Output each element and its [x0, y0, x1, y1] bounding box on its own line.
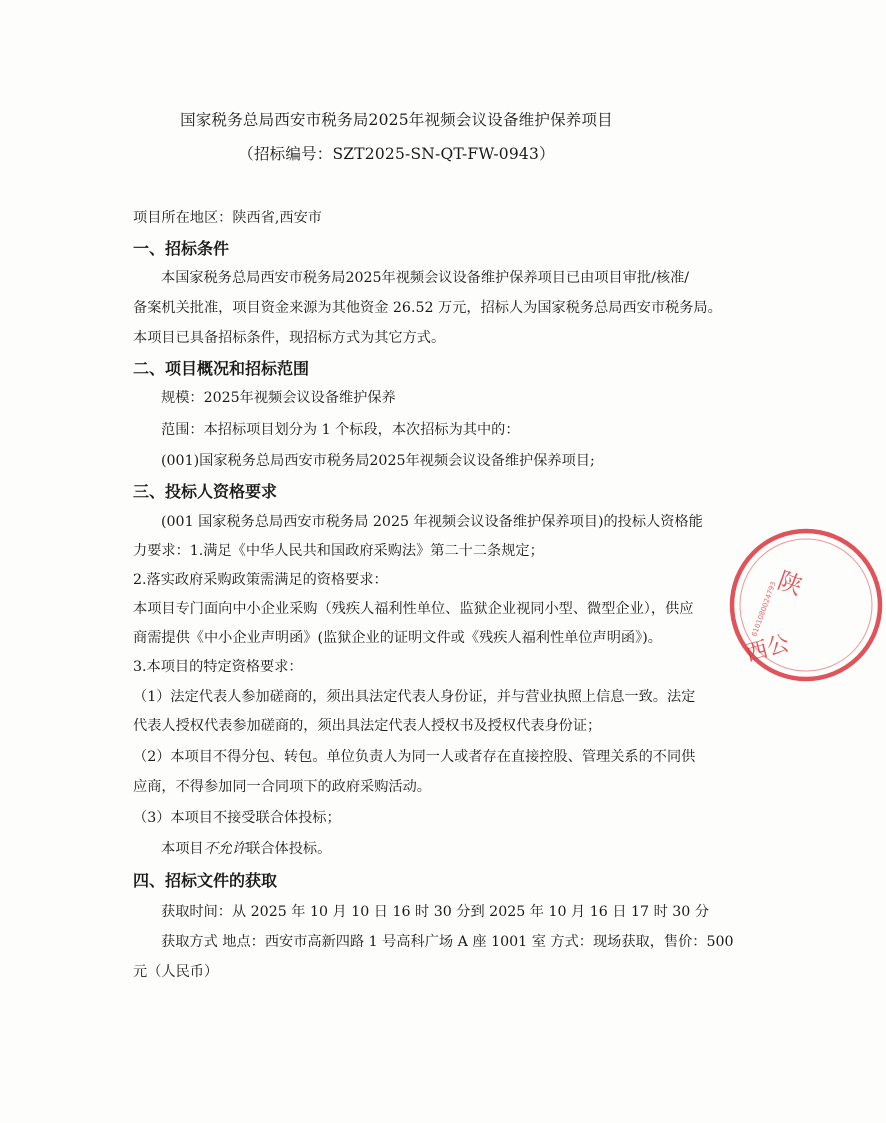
lot-item: (001)国家税务总局西安市税务局2025年视频会议设备维护保养项目; [161, 453, 595, 469]
paragraph-line: 本国家税务总局西安市税务局2025年视频会议设备维护保养项目已由项目审批/核准/ [161, 270, 690, 286]
price-currency: 元（人民币） [133, 964, 219, 980]
paragraph-line: 3.本项目的特定资格要求： [133, 659, 303, 675]
paragraph-line: 2.落实政府采购政策需满足的资格要求： [133, 572, 388, 588]
consortium-note-emphasis: 不允许 [203, 841, 247, 857]
project-range: 范围：本招标项目划分为 1 个标段，本次招标为其中的： [161, 422, 520, 438]
project-scale: 规模：2025年视频会议设备维护保养 [161, 390, 396, 406]
seal-char-top: 陕 [773, 566, 807, 601]
consortium-note-lead: 本项目 [161, 841, 204, 857]
document-title: 国家税务总局西安市税务局2025年视频会议设备维护保养项目 [180, 111, 613, 129]
paragraph-line: （1）法定代表人参加磋商的，须出具法定代表人身份证，并与营业执照上信息一致。法定 [133, 689, 696, 705]
paragraph-line: 本项目专门面向中小企业采购（残疾人福利性单位、监狱企业视同小型、微型企业），供应 [133, 601, 694, 617]
paragraph-line: 应商，不得参加同一合同项下的政府采购活动。 [133, 779, 431, 795]
paragraph-line: 商需提供《中小企业声明函》(监狱企业的证明文件或《残疾人福利性单位声明函》)。 [133, 630, 662, 646]
acquisition-method: 获取方式 地点：西安市高新四路 1 号高科广场 A 座 1001 室 方式：现场获取，售价：500 [161, 934, 734, 950]
consortium-note [161, 842, 331, 856]
seal-number: 6101080024793 [750, 580, 778, 638]
paragraph-line: （2）本项目不得分包、转包。单位负责人为同一人或者存在直接控股、管理关系的不同供 [133, 749, 696, 765]
paragraph-line: 力要求：1.满足《中华人民共和国政府采购法》第二十二条规定； [133, 543, 544, 559]
seal-char-bottom: 西公 [743, 631, 793, 667]
section-heading-4: 四、招标文件的获取 [133, 871, 278, 890]
paragraph-line: （3）本项目不接受联合体投标； [133, 810, 341, 826]
paragraph-line: 代表人授权代表参加磋商的，须出具法定代表人授权书及授权代表身份证； [133, 718, 602, 734]
project-location: 项目所在地区：陕西省,西安市 [133, 210, 322, 226]
section-heading-2: 二、项目概况和招标范围 [133, 359, 310, 378]
consortium-note-tail: 联合体投标。 [246, 841, 332, 857]
section-heading-3: 三、投标人资格要求 [133, 482, 278, 501]
paragraph-line: (001 国家税务总局西安市税务局 2025 年视频会议设备维护保养项目)的投标人资格能 [161, 514, 703, 530]
paragraph-line: 本项目已具备招标条件，现招标方式为其它方式。 [133, 330, 446, 346]
acquisition-time: 获取时间：从 2025 年 10 月 10 日 16 时 30 分到 2025 年 10 月 16 日 17 时 30 分 [161, 904, 710, 920]
tender-number: （招标编号：SZT2025-SN-QT-FW-0943） [238, 145, 555, 163]
paragraph-line: 备案机关批准，项目资金来源为其他资金 26.52 万元，招标人为国家税务总局西安市税务局。 [133, 300, 722, 316]
official-seal [726, 525, 886, 685]
section-heading-1: 一、招标条件 [133, 239, 230, 258]
